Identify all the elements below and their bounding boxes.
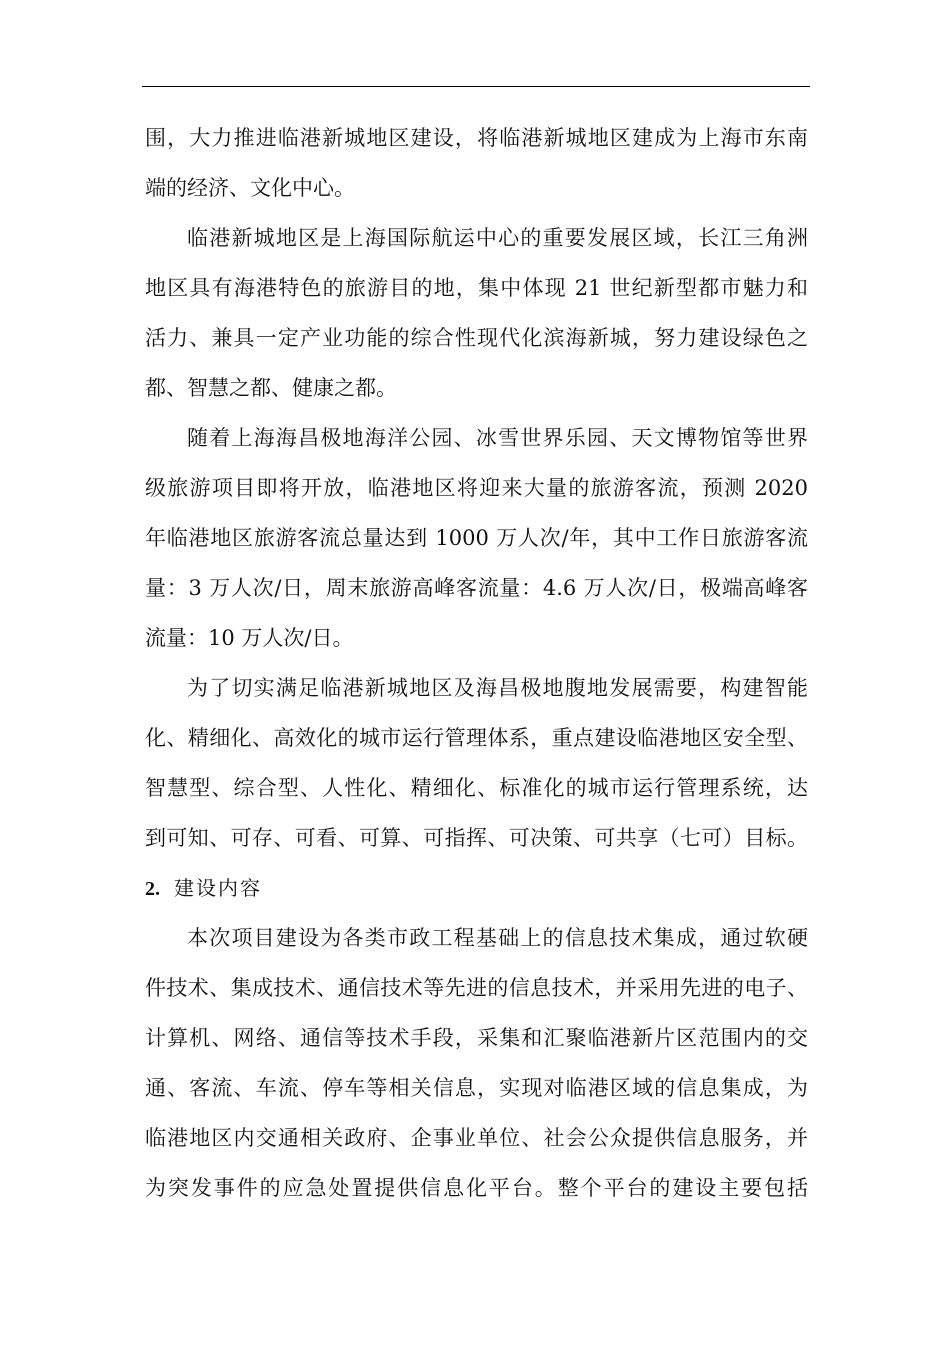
paragraph-line: 到可知、可存、可看、可算、可指挥、可决策、可共享（七可）目标。 bbox=[145, 826, 808, 850]
paragraph-line: 年临港地区旅游客流总量达到 1000 万人次/年，其中工作日旅游客流 bbox=[145, 526, 808, 550]
document-body bbox=[145, 113, 808, 1213]
paragraph-line: 流量：10 万人次/日。 bbox=[145, 626, 354, 650]
paragraph-line: 随着上海海昌极地海洋公园、冰雪世界乐园、天文博物馆等世界 bbox=[187, 426, 808, 450]
section-title: 建设内容 bbox=[174, 876, 262, 900]
paragraph-line: 都、智慧之都、健康之都。 bbox=[145, 376, 397, 400]
paragraph-line: 量：3 万人次/日，周末旅游高峰客流量：4.6 万人次/日，极端高峰客 bbox=[145, 576, 808, 600]
paragraph-line: 计算机、网络、通信等技术手段，采集和汇聚临港新片区范围内的交 bbox=[145, 1026, 808, 1050]
paragraph-line: 地区具有海港特色的旅游目的地，集中体现 21 世纪新型都市魅力和 bbox=[145, 276, 808, 300]
paragraph-line: 级旅游项目即将开放，临港地区将迎来大量的旅游客流，预测 2020 bbox=[145, 476, 808, 500]
header-rule bbox=[142, 86, 810, 87]
paragraph-line: 围，大力推进临港新城地区建设，将临港新城地区建成为上海市东南 bbox=[145, 126, 808, 150]
paragraph-line: 件技术、集成技术、通信技术等先进的信息技术，并采用先进的电子、 bbox=[145, 976, 808, 1000]
paragraph-line: 化、精细化、高效化的城市运行管理体系，重点建设临港地区安全型、 bbox=[145, 726, 808, 750]
paragraph-line: 智慧型、综合型、人性化、精细化、标准化的城市运行管理系统，达 bbox=[145, 776, 808, 800]
paragraph-line: 临港地区内交通相关政府、企事业单位、社会公众提供信息服务，并 bbox=[145, 1126, 808, 1150]
paragraph-line: 通、客流、车流、停车等相关信息，实现对临港区域的信息集成，为 bbox=[145, 1076, 808, 1100]
paragraph-line: 为突发事件的应急处置提供信息化平台。整个平台的建设主要包括 bbox=[145, 1176, 808, 1200]
paragraph-line: 活力、兼具一定产业功能的综合性现代化滨海新城，努力建设绿色之 bbox=[145, 326, 808, 350]
section-number: 2. bbox=[145, 878, 160, 900]
paragraph-line: 临港新城地区是上海国际航运中心的重要发展区域，长江三角洲 bbox=[187, 226, 808, 250]
paragraph-line: 端的经济、文化中心。 bbox=[145, 176, 355, 200]
paragraph-line: 本次项目建设为各类市政工程基础上的信息技术集成，通过软硬 bbox=[187, 926, 808, 950]
paragraph-line: 为了切实满足临港新城地区及海昌极地腹地发展需要，构建智能 bbox=[187, 676, 808, 700]
section-heading bbox=[145, 863, 808, 913]
